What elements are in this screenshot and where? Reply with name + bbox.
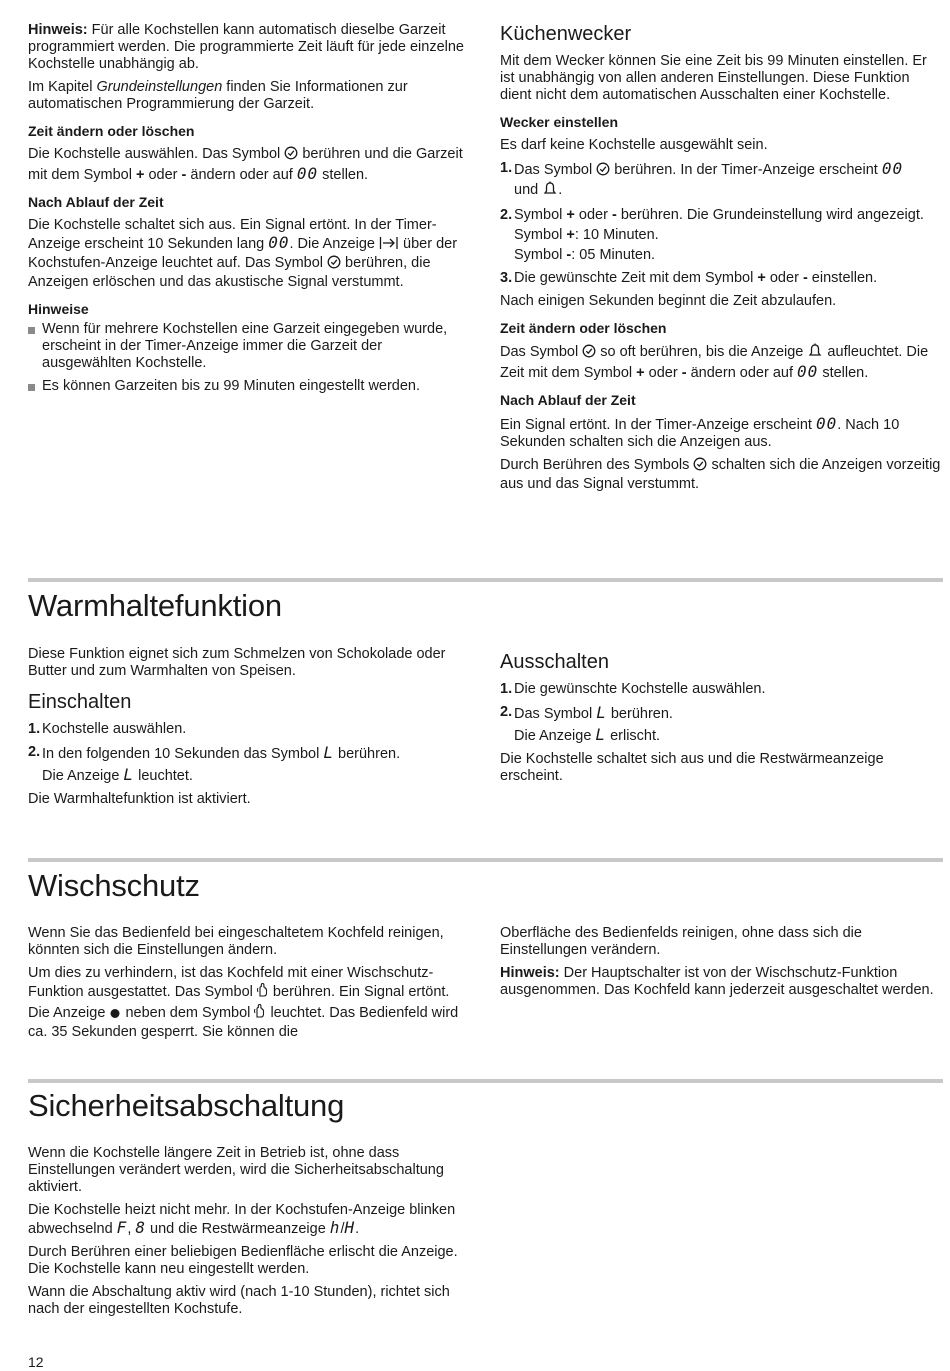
- text: und: [514, 182, 543, 198]
- text: Durch Berühren des Symbols: [500, 457, 694, 473]
- plus-default: [500, 227, 943, 244]
- arrow-to-bar-icon: [379, 236, 399, 255]
- text: /: [340, 1221, 345, 1237]
- section-divider: [28, 858, 943, 862]
- step-number: 2.: [500, 207, 513, 223]
- minus-symbol: -: [802, 270, 808, 286]
- sicherheit-column: [28, 1145, 470, 1324]
- step-number: 2.: [500, 704, 513, 720]
- text: Symbol: [514, 247, 567, 263]
- kuechenwecker-intro: Mit dem Wecker können Sie eine Zeit bis 99 Minuten einstellen. Er ist unabhängig von allen anderen Einstellungen. Diese Funktion dient nicht dem automatischen Ausschalten einer Kochstelle.: [500, 53, 927, 103]
- aus-step-1: [500, 681, 943, 698]
- wipe-hand-icon: [254, 1003, 266, 1024]
- text: neben dem Symbol: [121, 1005, 255, 1021]
- text: stellen.: [818, 365, 869, 381]
- timer-icon: [582, 344, 596, 363]
- text: über der Kochstufen-Anzeige leuchtet auf. Das Symbol: [28, 236, 458, 271]
- wecker-zeit-aendern-heading: Zeit ändern oder löschen: [500, 320, 667, 336]
- text: leuchtet.: [134, 768, 193, 784]
- step-number: 1.: [500, 681, 513, 697]
- text: so oft berühren, bis die Anzeige: [596, 344, 808, 360]
- wischschutz-right-column: [500, 925, 943, 1005]
- text: : 10 Minuten.: [574, 227, 659, 243]
- segment-display: 00: [296, 164, 319, 183]
- segment-display: 00: [881, 159, 904, 178]
- text: berühren und die Garzeit mit dem Symbol: [28, 146, 463, 183]
- warmhalte-title: Warmhaltefunktion: [28, 588, 282, 623]
- sicherheit-title: Sicherheitsabschaltung: [28, 1088, 345, 1123]
- section-divider: [28, 1079, 943, 1083]
- text: Die Kochstelle auswählen. Das Symbol: [28, 146, 285, 162]
- segment-display: 8: [135, 1218, 147, 1237]
- text: .: [558, 182, 563, 198]
- bullet-square: [28, 327, 35, 334]
- ein-step-2: [28, 744, 470, 763]
- step-2: [500, 207, 943, 224]
- text: Die Anzeige: [514, 728, 596, 744]
- wischschutz-p1: Wenn Sie das Bedienfeld bei eingeschaltetem Kochfeld reinigen, könnten sich die Einstellungen ändern.: [28, 925, 444, 958]
- text: Die Anzeige: [42, 768, 124, 784]
- text: ändern oder auf: [686, 365, 798, 381]
- segment-display: h: [329, 1218, 341, 1237]
- warmhalte-symbol-icon: L: [323, 743, 334, 762]
- minus-default: [500, 247, 943, 264]
- sicherheit-p3: Durch Berühren einer beliebigen Bedienfläche erlischt die Anzeige. Die Kochstelle kann neu eingestellt werden.: [28, 1244, 458, 1277]
- text: Wenn für mehrere Kochstellen eine Garzeit eingegeben wurde, erscheint in der Timer-Anzeige immer die Garzeit der ausgewählten Kochstelle.: [42, 321, 448, 371]
- bullet-item: [28, 378, 470, 395]
- text: . Nach 10 Sekunden schalten sich die Anzeigen aus.: [500, 417, 900, 450]
- warmhalte-symbol-icon: L: [596, 703, 607, 722]
- text: ,: [127, 1221, 136, 1237]
- ausschalten-title: Ausschalten: [500, 651, 609, 673]
- text: Um dies zu verhindern, ist das Kochfeld mit einer Wischschutz-Funktion ausgestattet. Das Symbol: [28, 965, 434, 1000]
- step-number: 2.: [28, 744, 41, 760]
- ein-step-2-result: [28, 766, 470, 785]
- aus-step-2: [500, 704, 943, 723]
- wecker-durch-text: [500, 457, 943, 493]
- bell-icon: [807, 343, 823, 363]
- text: Symbol: [514, 227, 567, 243]
- timer-icon: [284, 146, 298, 165]
- text: Im Kapitel: [28, 79, 97, 95]
- wecker-zeit-aendern-text: [500, 343, 943, 382]
- hinweis-label: Hinweis:: [28, 22, 88, 38]
- step-3: [500, 270, 943, 287]
- wischschutz-p2: [28, 965, 470, 1041]
- text: Das Symbol: [500, 344, 583, 360]
- text: stellen.: [318, 167, 369, 183]
- text: ändern oder auf: [186, 167, 297, 183]
- wecker-nach-ablauf-text: [500, 415, 943, 451]
- text: oder: [644, 365, 682, 381]
- wecker-nach-ablauf-heading: Nach Ablauf der Zeit: [500, 392, 636, 408]
- sicherheit-p1: Wenn die Kochstelle längere Zeit in Betrieb ist, ohne dass Einstellungen verändert werden, wird die Sicherheitsabschaltung aktiviert.: [28, 1145, 444, 1195]
- text: Das Symbol: [514, 162, 597, 178]
- indicator-dot-icon: [109, 1007, 121, 1024]
- text: aufleuchtet. Die Zeit mit dem Symbol: [500, 344, 929, 381]
- ein-step-1: [28, 721, 470, 738]
- text: Die gewünschte Kochstelle auswählen.: [514, 681, 766, 697]
- step-number: 1.: [28, 721, 41, 737]
- section-divider: [28, 578, 943, 582]
- timer-icon: [596, 162, 610, 181]
- text: berühren.: [334, 746, 401, 762]
- step-number: 1.: [500, 160, 513, 176]
- text: berühren, die Anzeigen erlöschen und das akustische Signal verstummt.: [28, 255, 431, 290]
- text: Die Kochstelle heizt nicht mehr. In der Kochstufen-Anzeige blinken abwechselnd: [28, 1202, 456, 1237]
- segment-display: 00: [797, 362, 819, 381]
- plus-symbol: +: [636, 365, 645, 381]
- zeit-aendern-text: [28, 146, 470, 184]
- text: oder: [144, 167, 182, 183]
- text: einstellen.: [807, 270, 878, 286]
- einschalten-result: Die Warmhaltefunktion ist aktiviert.: [28, 791, 251, 807]
- bell-icon: [542, 181, 558, 201]
- kuechenwecker-title: Küchenwecker: [500, 23, 632, 45]
- wischschutz-left-column: [28, 925, 470, 1047]
- warmhalte-symbol-icon: L: [595, 725, 607, 744]
- nach-ablauf-heading: Nach Ablauf der Zeit: [28, 194, 164, 210]
- plus-symbol: +: [566, 207, 575, 223]
- text: Ein Signal ertönt. In der Timer-Anzeige erscheint: [500, 417, 816, 433]
- wecker-einstellen-heading: Wecker einstellen: [500, 114, 619, 130]
- aus-step-2-result: [500, 726, 943, 745]
- text: . Die Anzeige: [289, 236, 379, 252]
- warmhalte-symbol-icon: L: [123, 765, 135, 784]
- text: : 05 Minuten.: [571, 247, 656, 263]
- text: berühren. Die Grundeinstellung wird angezeigt.: [616, 207, 924, 223]
- timer-icon: [327, 255, 341, 274]
- text: Das Symbol: [514, 706, 597, 722]
- segment-display: 00: [815, 414, 838, 433]
- minus-symbol: -: [181, 167, 187, 183]
- wischschutz-right-p1: Oberfläche des Bedienfelds reinigen, ohne dass sich die Einstellungen verändern.: [500, 925, 862, 958]
- hinweis-paragraph: [28, 22, 470, 73]
- text: Der Hauptschalter ist von der Wischschutz-Funktion ausgenommen. Das Kochfeld kann jederzeit ausgeschaltet werden.: [500, 965, 934, 998]
- text: erlischt.: [606, 728, 661, 744]
- text: schalten sich die Anzeigen vorzeitig aus und das Signal verstummt.: [500, 457, 941, 492]
- segment-display: F: [116, 1218, 128, 1237]
- kapitel-paragraph: [28, 79, 470, 113]
- text: finden Sie Informationen zur automatischen Programmierung der Garzeit.: [28, 79, 408, 112]
- sicherheit-p4: Wann die Abschaltung aktiv wird (nach 1-10 Stunden), richtet sich nach der eingestellten Kochstufe.: [28, 1284, 450, 1317]
- einschalten-title: Einschalten: [28, 691, 132, 713]
- segment-display: 00: [268, 233, 290, 252]
- warmhalte-left-column: [28, 646, 470, 814]
- bullet-item: [28, 321, 470, 372]
- hinweis-text: Für alle Kochstellen kann automatisch dieselbe Garzeit programmiert werden. Die programmierte Zeit läuft für jede einzelne Kochstelle unabhängig ab.: [28, 22, 464, 72]
- plus-symbol: +: [135, 167, 145, 183]
- wecker-precondition: Es darf keine Kochstelle ausgewählt sein.: [500, 137, 768, 153]
- wischschutz-title: Wischschutz: [28, 868, 200, 903]
- text: oder: [574, 207, 612, 223]
- text: Die Kochstelle schaltet sich aus. Ein Signal ertönt. In der Timer-Anzeige erscheint 10 Sekunden lang: [28, 217, 437, 252]
- ausschalten-result: Die Kochstelle schaltet sich aus und die Restwärmeanzeige erscheint.: [500, 751, 884, 784]
- kapitel-emphasis: Grundeinstellungen: [96, 79, 223, 95]
- minus-symbol: -: [566, 247, 572, 263]
- wischschutz-hinweis: [500, 965, 943, 999]
- text: oder: [765, 270, 803, 286]
- step-number: 3.: [500, 270, 513, 286]
- text: berühren. In der Timer-Anzeige erscheint: [610, 162, 882, 178]
- bullet-square: [28, 384, 35, 391]
- minus-symbol: -: [681, 365, 687, 381]
- warmhalte-right-column: [500, 646, 943, 791]
- top-left-column: [28, 22, 470, 401]
- text: Die gewünschte Zeit mit dem Symbol: [514, 270, 758, 286]
- sicherheit-p2: [28, 1202, 470, 1238]
- kuechenwecker-column: [500, 22, 943, 499]
- hinweise-heading: Hinweise: [28, 301, 89, 317]
- text: leuchtet. Das Bedienfeld wird ca. 35 Sekunden gesperrt. Sie können die: [28, 1005, 459, 1040]
- text: In den folgenden 10 Sekunden das Symbol: [42, 746, 324, 762]
- text: Es können Garzeiten bis zu 99 Minuten eingestellt werden.: [42, 378, 421, 394]
- text: berühren. Ein Signal ertönt. Die Anzeige: [28, 984, 450, 1021]
- zeit-aendern-heading: Zeit ändern oder löschen: [28, 123, 195, 139]
- nach-ablauf-text: [28, 217, 470, 291]
- after-steps-text: Nach einigen Sekunden beginnt die Zeit abzulaufen.: [500, 293, 837, 309]
- wipe-hand-icon: [257, 982, 269, 1003]
- page-number: 12: [28, 1354, 44, 1370]
- minus-symbol: -: [611, 207, 617, 223]
- text: und die Restwärmeanzeige: [146, 1221, 330, 1237]
- plus-symbol: +: [566, 227, 575, 243]
- step-1: [500, 160, 943, 201]
- hinweis-label: Hinweis:: [500, 965, 560, 981]
- plus-symbol: +: [757, 270, 766, 286]
- warmhalte-intro: Diese Funktion eignet sich zum Schmelzen von Schokolade oder Butter und zum Warmhalten von Speisen.: [28, 646, 446, 679]
- timer-icon: [693, 457, 707, 476]
- text: Kochstelle auswählen.: [42, 721, 187, 737]
- text: .: [355, 1221, 360, 1237]
- text: berühren.: [606, 706, 673, 722]
- text: Symbol: [514, 207, 567, 223]
- segment-display: H: [344, 1218, 356, 1237]
